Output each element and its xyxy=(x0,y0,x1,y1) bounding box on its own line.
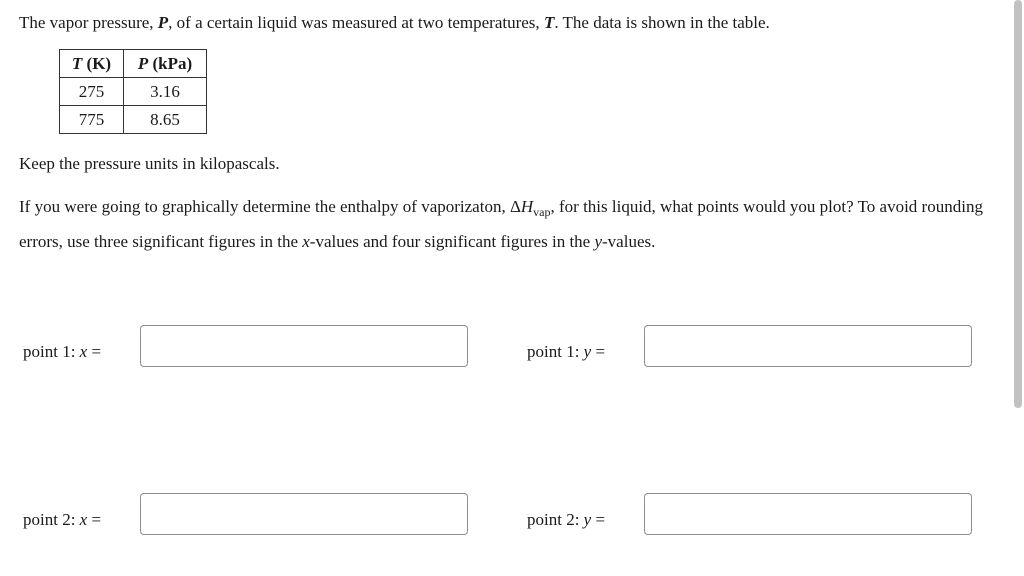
cell-temperature: 775 xyxy=(60,106,124,134)
problem-intro xyxy=(19,12,770,34)
table-row xyxy=(60,106,207,134)
point2-x-label: point 2: x = xyxy=(23,510,102,529)
header-temperature: T (K) xyxy=(60,50,124,78)
question-text: If you were going to graphically determine the enthalpy of vaporizaton, $\Delta H_{vap}$, for this liquid, what points would you plot? To avoid rounding errors, use three significant figures in the x-values and four significant figures in the y-values. xyxy=(19,197,983,251)
intro-var-t: T xyxy=(543,13,555,32)
table-header-row xyxy=(60,50,207,78)
point1-y-label: point 1: y = xyxy=(527,342,606,361)
table-row xyxy=(60,78,207,106)
header-pressure: P (kPa) xyxy=(124,50,207,78)
intro-text-1: The vapor pressure, xyxy=(19,13,158,32)
vapor-pressure-table xyxy=(59,49,207,134)
vertical-scrollbar[interactable] xyxy=(1012,0,1024,576)
point1-y-input[interactable] xyxy=(644,325,972,367)
scrollbar-thumb[interactable] xyxy=(1014,0,1022,408)
intro-var-p: P xyxy=(157,13,169,32)
units-note: Keep the pressure units in kilopascals. xyxy=(19,154,280,173)
cell-temperature: 275 xyxy=(60,78,124,106)
cell-pressure: 3.16 xyxy=(124,78,207,106)
delta-symbol: Δ xyxy=(509,197,521,216)
point1-x-input[interactable] xyxy=(140,325,468,367)
cell-pressure: 8.65 xyxy=(124,106,207,134)
point1-x-label: point 1: x = xyxy=(23,342,102,361)
intro-text-3: . The data is shown in the table. xyxy=(554,13,770,32)
point2-x-input[interactable] xyxy=(140,493,468,535)
point2-y-input[interactable] xyxy=(644,493,972,535)
intro-text-2: , of a certain liquid was measured at two temperatures, xyxy=(168,13,544,32)
point2-y-label: point 2: y = xyxy=(527,510,606,529)
